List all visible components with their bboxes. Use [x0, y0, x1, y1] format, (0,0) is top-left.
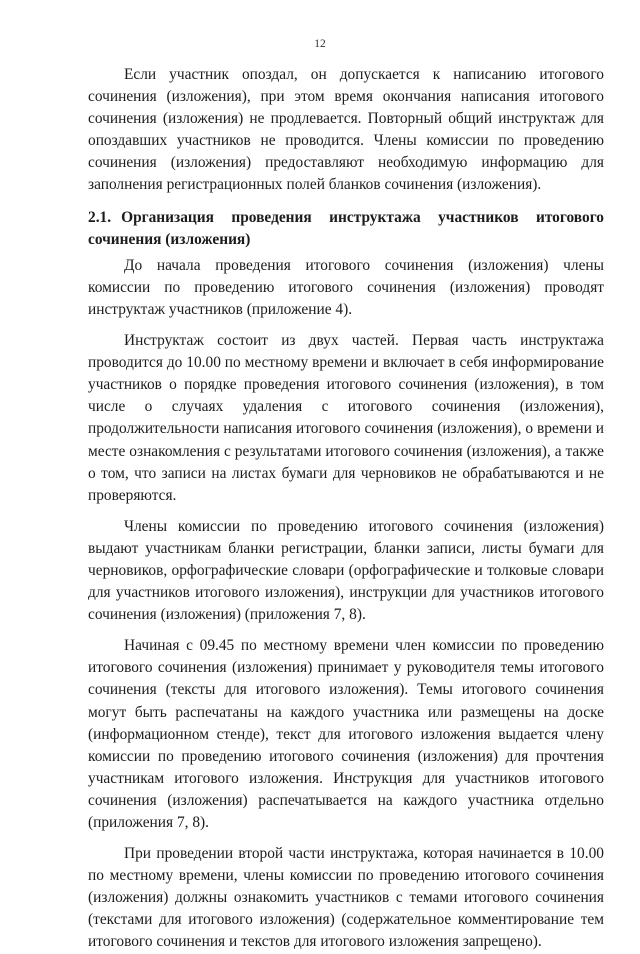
- section-title: Организация проведения инструктажа участников итогового сочинения (изложения): [88, 208, 604, 248]
- paragraph: Члены комиссии по проведению итогового сочинения (изложения) выдают участникам бланки регистрации, бланки записи, листы бумаги для черновиков, орфографические словари (орфографические и толковые словари для участников итогового изложения), инструкции для участников итогового сочинения (изложения) (приложения 7, 8).: [88, 517, 604, 624]
- paragraph: Начиная с 09.45 по местному времени член комиссии по проведению итогового сочинения (изложения) принимает у руководителя темы итогового сочинения (тексты для итогового изложения). Темы итогового сочинения могут быть распечатаны на каждого участника или размещены на доске (информационном стенде), текст для итогового изложения выдается члену комиссии по проведению итогового сочинения (изложения) для прочтения участникам итогового изложения. Инструкция для участников итогового сочинения (изложения) распечатывается на каждого участника отдельно (приложения 7, 8).: [88, 637, 604, 831]
- page-content: [88, 64, 604, 954]
- section-number: 2.1.: [88, 208, 112, 226]
- paragraph: До начала проведения итогового сочинения (изложения) члены комиссии по проведению итогового сочинения (изложения) проводят инструктаж участников (приложение 4).: [88, 256, 604, 318]
- paragraph: Инструктаж состоит из двух частей. Первая часть инструктажа проводится до 10.00 по местному времени и включает в себя информирование участников о порядке проведения итогового сочинения (изложения), в том числе о случаях удаления с итогового сочинения (изложения), продолжительности написания итогового сочинения (изложения), о времени и месте ознакомления с результатами итогового сочинения (изложения), а также о том, что записи на листах бумаги для черновиков не обрабатываются и не проверяются.: [88, 332, 604, 504]
- paragraph-late-participant: Если участник опоздал, он допускается к написанию итогового сочинения (изложения), при этом время окончания написания итогового сочинения (изложения) не продлевается. Повторный общий инструктаж для опоздавших участников не проводится. Члены комиссии по проведению сочинения (изложения) предоставляют необходимую информацию для заполнения регистрационных полей бланков сочинения (изложения).: [88, 66, 604, 194]
- page-number: 12: [314, 38, 326, 50]
- paragraph: При проведении второй части инструктажа, которая начинается в 10.00 по местному времени, члены комиссии по проведению итогового сочинения (изложения) должны ознакомить участников с темами итогового сочинения (текстами для итогового изложения) (содержательное комментирование тем итогового сочинения и текстов для итогового изложения запрещено).: [88, 845, 604, 951]
- section-heading: [88, 207, 604, 251]
